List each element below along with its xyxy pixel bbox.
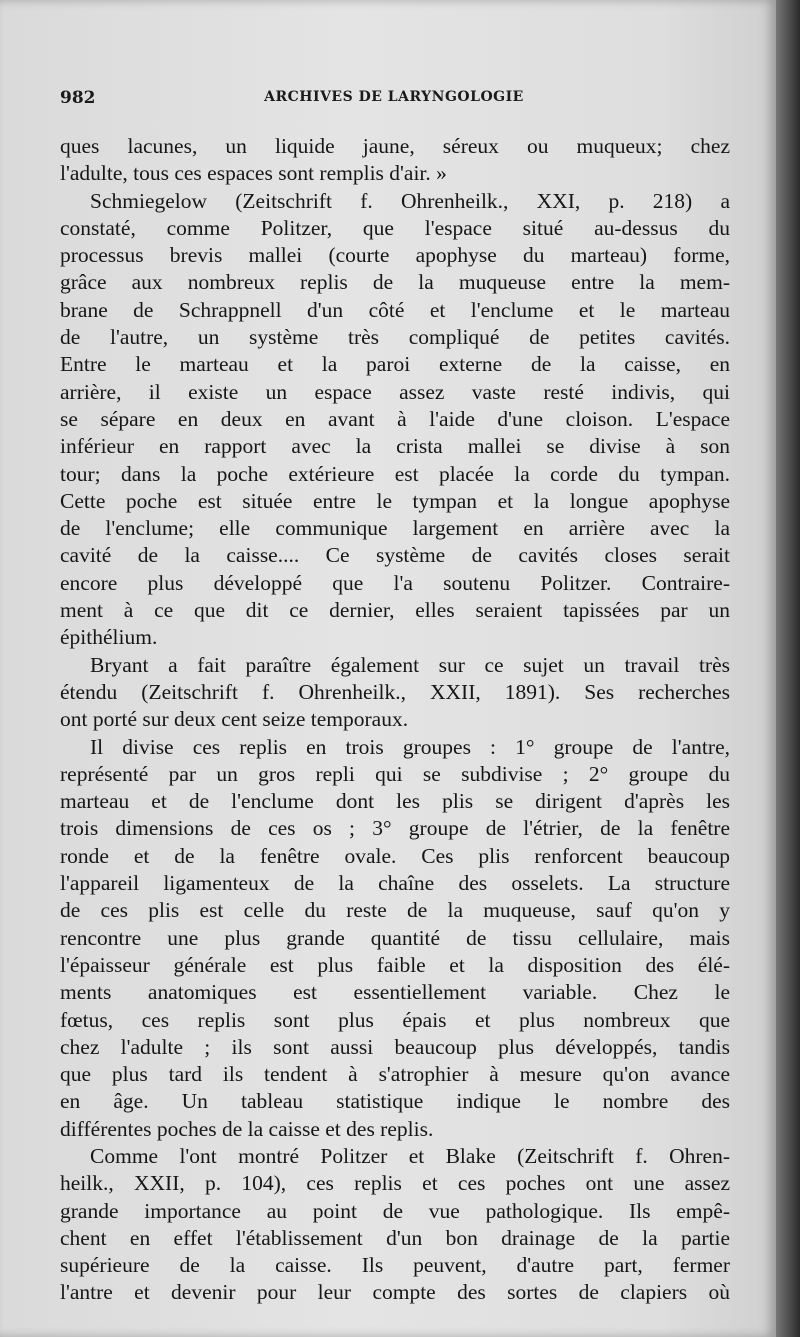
text-line: l'adulte, tous ces espaces sont remplis d'air. » [60, 161, 447, 186]
text-line: inférieur en rapport avec la crista mallei se divise à son [60, 434, 730, 459]
text-line: Comme l'ont montré Politzer et Blake (Zeitschrift f. Ohren- [90, 1143, 730, 1168]
page-binding-edge [776, 0, 800, 1337]
text-line: en âge. Un tableau statistique indique le nombre des [60, 1089, 730, 1114]
text-line: ont porté sur deux cent seize temporaux. [60, 707, 409, 732]
text-line: ment à ce que dit ce dernier, elles seraient tapissées par un [60, 598, 730, 623]
text-line: ronde et de la fenêtre ovale. Ces plis renforcent beaucoup [60, 843, 730, 868]
text-line: heilk., XXII, p. 104), ces replis et ces poches ont une assez [60, 1171, 730, 1196]
text-line: Il divise ces replis en trois groupes : 1° groupe de l'antre, [90, 734, 730, 759]
text-line: de l'enclume; elle communique largement en arrière avec la [60, 516, 730, 541]
text-line: l'épaisseur générale est plus faible et la disposition des élé- [60, 952, 730, 977]
text-line: épithélium. [60, 625, 158, 650]
text-line: rencontre une plus grande quantité de tissu cellulaire, mais [60, 925, 730, 950]
text-line: Schmiegelow (Zeitschrift f. Ohrenheilk., XXI, p. 218) a [90, 188, 730, 213]
text-line: de l'autre, un système très compliqué de petites cavités. [60, 325, 730, 350]
text-line: Bryant a fait paraître également sur ce sujet un travail très [90, 652, 730, 677]
text-line: chez l'adulte ; ils sont aussi beaucoup plus développés, tandis [60, 1034, 730, 1059]
text-line: grâce aux nombreux replis de la muqueuse entre la mem- [60, 270, 730, 295]
running-title: ARCHIVES DE LARYNGOLOGIE [264, 89, 524, 105]
text-line: différentes poches de la caisse et des replis. [60, 1116, 434, 1141]
text-line: ques lacunes, un liquide jaune, séreux ou muqueux; chez [60, 134, 730, 158]
text-line: étendu (Zeitschrift f. Ohrenheilk., XXII, 1891). Ses recherches [60, 679, 730, 704]
text-line: chent en effet l'établissement d'un bon drainage de la partie [60, 1225, 730, 1250]
page-number: 982 [60, 88, 96, 108]
text-line: l'appareil ligamenteux de la chaîne des osselets. La structure [60, 871, 730, 896]
text-line: arrière, il existe un espace assez vaste resté indivis, qui [60, 379, 730, 404]
text-line: cavité de la caisse.... Ce système de cavités closes serait [60, 543, 730, 568]
text-line: constaté, comme Politzer, que l'espace situé au-dessus du [60, 215, 730, 240]
text-line: se sépare en deux en avant à l'aide d'une cloison. L'espace [60, 406, 730, 431]
text-line: marteau et de l'enclume dont les plis se dirigent d'après les [60, 789, 730, 814]
text-line: que plus tard ils tendent à s'atrophier à mesure qu'on avance [60, 1062, 730, 1087]
body-text [60, 133, 730, 1307]
text-line: grande importance au point de vue pathologique. Ils empê- [60, 1198, 730, 1223]
text-line: représenté par un gros repli qui se subdivise ; 2° groupe du [60, 761, 730, 786]
text-line: fœtus, ces replis sont plus épais et plus nombreux que [60, 1007, 730, 1032]
text-line: tour; dans la poche extérieure est placée la corde du tympan. [60, 461, 730, 486]
text-line: Entre le marteau et la paroi externe de la caisse, en [60, 352, 730, 377]
text-line: encore plus développé que l'a soutenu Politzer. Contraire- [60, 570, 730, 595]
text-line: l'antre et devenir pour leur compte des sortes de clapiers où [60, 1280, 730, 1305]
text-line: de ces plis est celle du reste de la muqueuse, sauf qu'on y [60, 898, 730, 923]
text-line: brane de Schrappnell d'un côté et l'enclume et le marteau [60, 297, 730, 322]
page-header [58, 88, 730, 112]
text-line: processus brevis mallei (courte apophyse du marteau) forme, [60, 243, 730, 268]
text-line: supérieure de la caisse. Ils peuvent, d'autre part, fermer [60, 1253, 730, 1278]
text-line: ments anatomiques est essentiellement variable. Chez le [60, 980, 730, 1005]
text-line: trois dimensions de ces os ; 3° groupe de l'étrier, de la fenêtre [60, 816, 730, 841]
text-line: Cette poche est située entre le tympan et la longue apophyse [60, 488, 730, 513]
